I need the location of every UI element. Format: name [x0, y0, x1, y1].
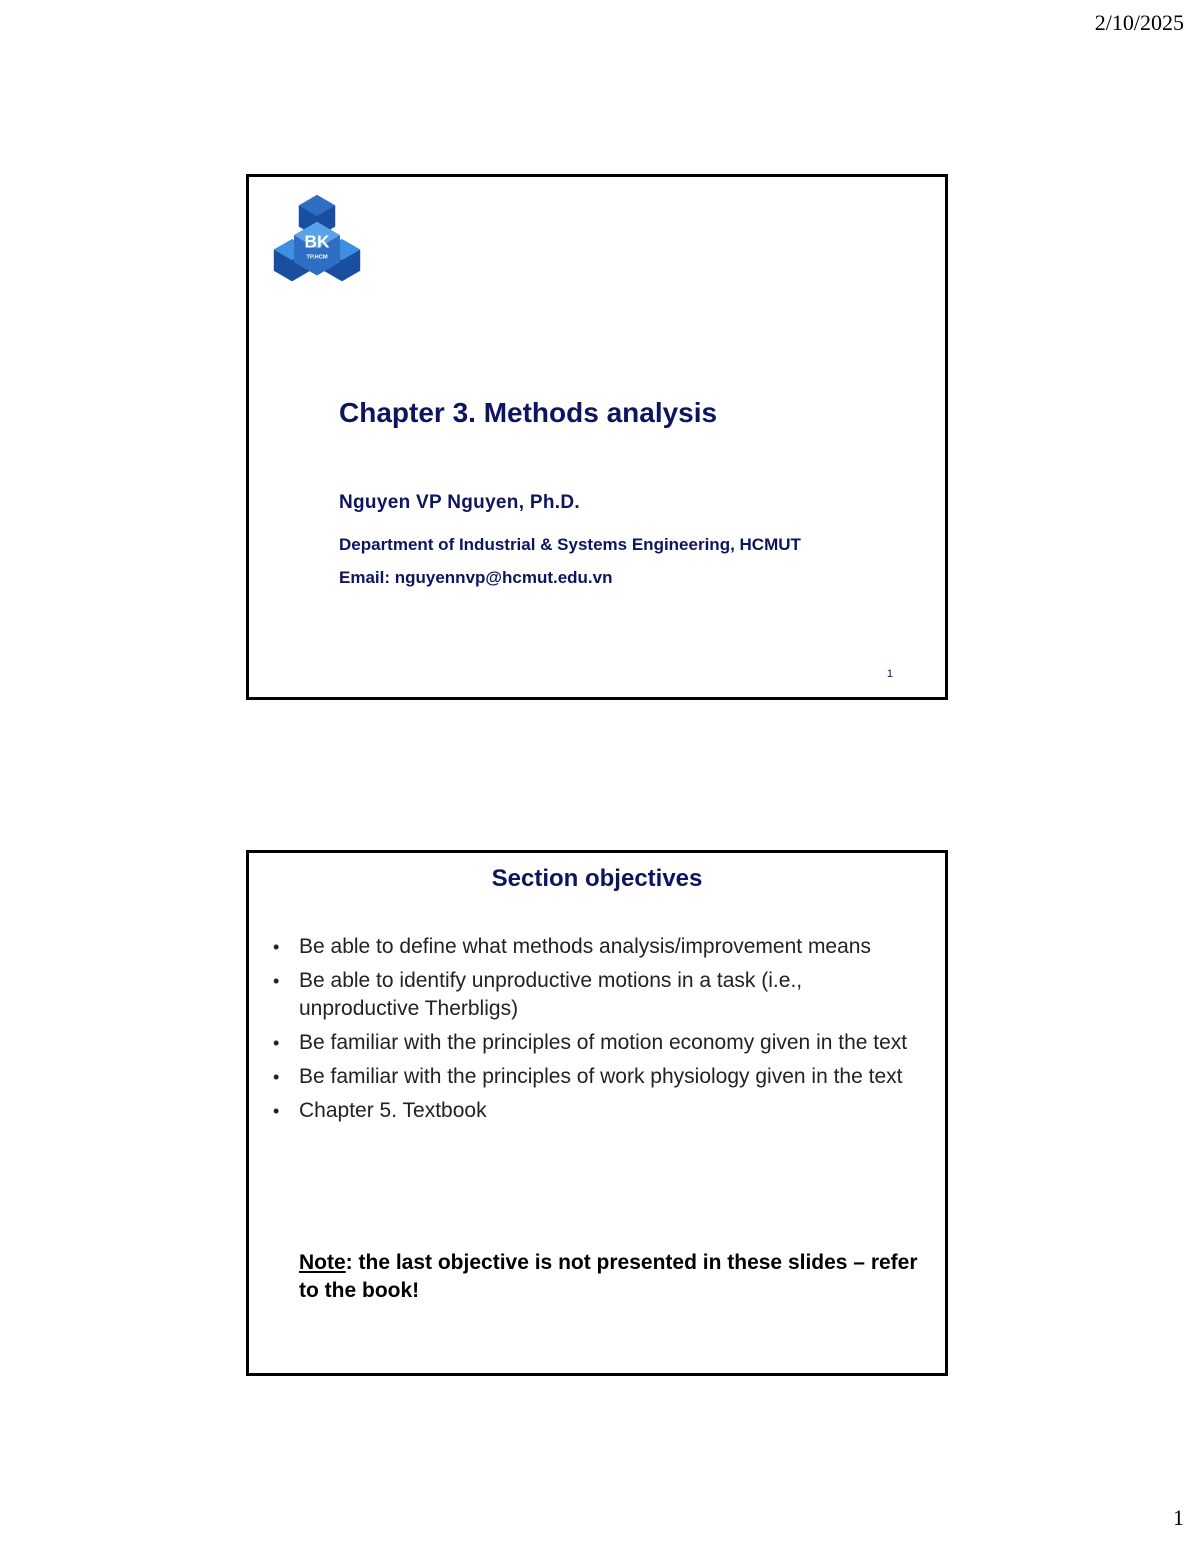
title-slide	[246, 174, 948, 700]
note-label: Note	[299, 1251, 346, 1274]
note-text: : the last objective is not presented in these slides – refer to the book!	[299, 1251, 918, 1302]
section-title: Section objectives	[491, 865, 703, 892]
slide-title: Chapter 3. Methods analysis	[339, 397, 718, 428]
note	[299, 1249, 929, 1305]
objective-item: • Be familiar with the principles of work physiology given in the text	[273, 1063, 913, 1091]
objective-item: • Be able to identify unproductive motions in a task (i.e., unproductive Therbligs)	[273, 967, 913, 1023]
objective-item: • Be familiar with the principles of motion economy given in the text	[273, 1029, 913, 1057]
slide-number: 1	[886, 668, 893, 680]
page-number: 1	[1173, 1505, 1184, 1530]
objective-item: • Be able to define what methods analysis/improvement means	[273, 933, 913, 961]
page-date: 2/10/2025	[1094, 10, 1184, 35]
objectives-list	[273, 933, 913, 1131]
author-name: Nguyen VP Nguyen, Ph.D.	[339, 492, 580, 513]
email: Email: nguyennvp@hcmut.edu.vn	[339, 568, 613, 587]
objective-item: • Chapter 5. Textbook	[273, 1097, 913, 1125]
logo-text: BK	[304, 231, 330, 252]
university-logo-icon	[269, 193, 365, 289]
objectives-slide	[246, 850, 948, 1376]
logo-subtext: TP.HCM	[306, 254, 328, 261]
department: Department of Industrial & Systems Engineering, HCMUT	[339, 535, 801, 554]
